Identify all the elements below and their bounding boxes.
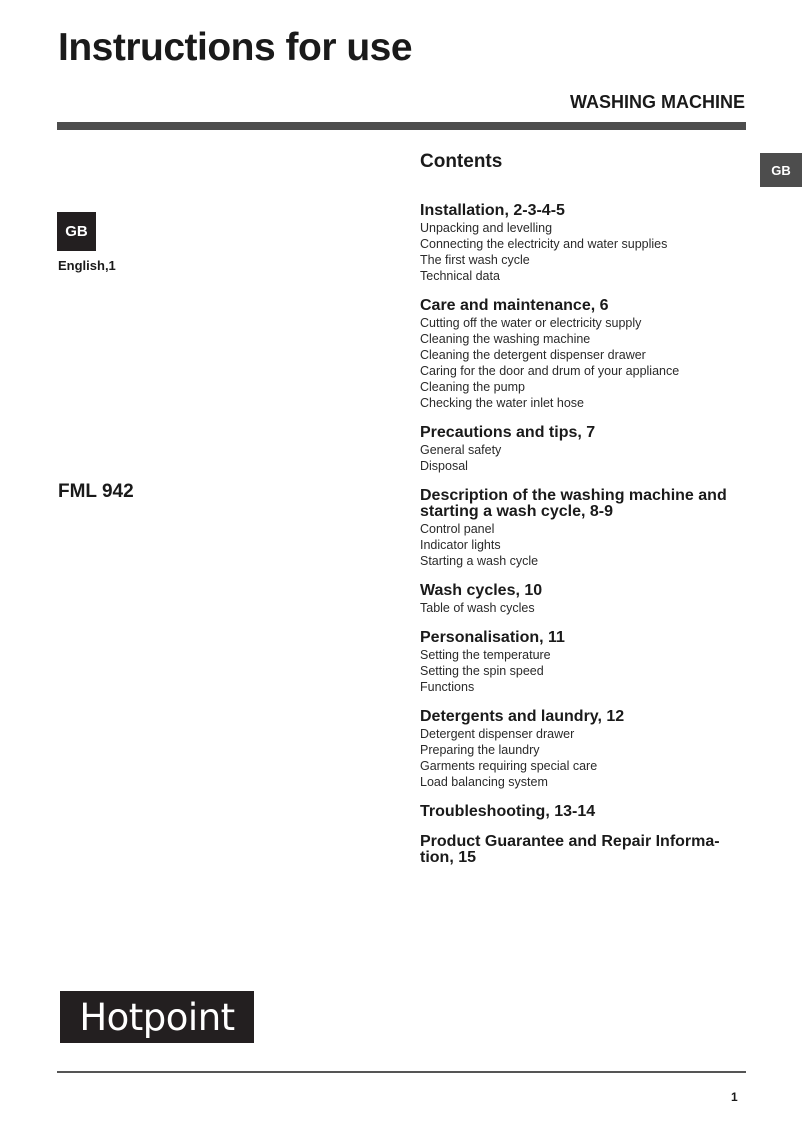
toc-item: Setting the spin speed <box>420 664 544 678</box>
toc-item: The first wash cycle <box>420 253 530 267</box>
toc-heading: Troubleshooting, 13-14 <box>420 803 596 820</box>
toc-heading: Product Guarantee and Repair Informa-tion, 15 <box>420 833 720 866</box>
toc-item: Connecting the electricity and water supplies <box>420 237 668 251</box>
contents-title: Contents <box>420 151 503 172</box>
language-badge: GB <box>57 212 96 251</box>
toc-heading: Personalisation, 11 <box>420 629 565 646</box>
toc-section-installation <box>420 203 750 284</box>
toc-item: Cleaning the washing machine <box>420 332 591 346</box>
toc-item: Starting a wash cycle <box>420 554 539 568</box>
toc-item: Disposal <box>420 459 468 473</box>
toc-heading: Installation, 2-3-4-5 <box>420 202 565 219</box>
product-type: WASHING MACHINE <box>570 92 745 112</box>
toc-item: Load balancing system <box>420 775 548 789</box>
toc-item: Cleaning the pump <box>420 380 525 394</box>
toc-heading: Wash cycles, 10 <box>420 582 543 599</box>
toc-heading: Detergents and laundry, 12 <box>420 708 625 725</box>
toc-item: Preparing the laundry <box>420 743 540 757</box>
toc-section-wash-cycles <box>420 583 750 616</box>
toc-item: Unpacking and levelling <box>420 221 553 235</box>
toc-item: Indicator lights <box>420 538 501 552</box>
hotpoint-logo: Hotpoint <box>60 991 254 1043</box>
page-number: 1 <box>731 1090 738 1104</box>
toc-item: Garments requiring special care <box>420 759 598 773</box>
toc-item: Control panel <box>420 522 495 536</box>
toc-item: Setting the temperature <box>420 648 551 662</box>
toc-section-precautions <box>420 425 750 474</box>
table-of-contents <box>420 203 750 880</box>
toc-section-personalisation <box>420 630 750 695</box>
toc-heading: Description of the washing machine and starting a wash cycle, 8-9 <box>420 487 727 520</box>
toc-item: Detergent dispenser drawer <box>420 727 575 741</box>
toc-item: Functions <box>420 680 475 694</box>
header-divider <box>57 122 746 130</box>
toc-item: General safety <box>420 443 502 457</box>
language-side-tab: GB <box>760 153 802 187</box>
toc-item: Cutting off the water or electricity supply <box>420 316 642 330</box>
toc-section-description <box>420 488 750 569</box>
toc-item: Cleaning the detergent dispenser drawer <box>420 348 646 362</box>
toc-item: Table of wash cycles <box>420 601 535 615</box>
toc-heading: Precautions and tips, 7 <box>420 424 596 441</box>
toc-item: Technical data <box>420 269 500 283</box>
model-number: FML 942 <box>58 481 134 502</box>
toc-heading: Care and maintenance, 6 <box>420 297 609 314</box>
toc-section-care <box>420 298 750 411</box>
toc-section-troubleshooting <box>420 804 750 820</box>
document-title: Instructions for use <box>58 26 413 69</box>
toc-section-guarantee <box>420 834 750 866</box>
toc-item: Caring for the door and drum of your appliance <box>420 364 680 378</box>
language-label: English,1 <box>58 258 116 273</box>
toc-item: Checking the water inlet hose <box>420 396 584 410</box>
toc-section-detergents <box>420 709 750 790</box>
footer-divider <box>57 1071 746 1073</box>
